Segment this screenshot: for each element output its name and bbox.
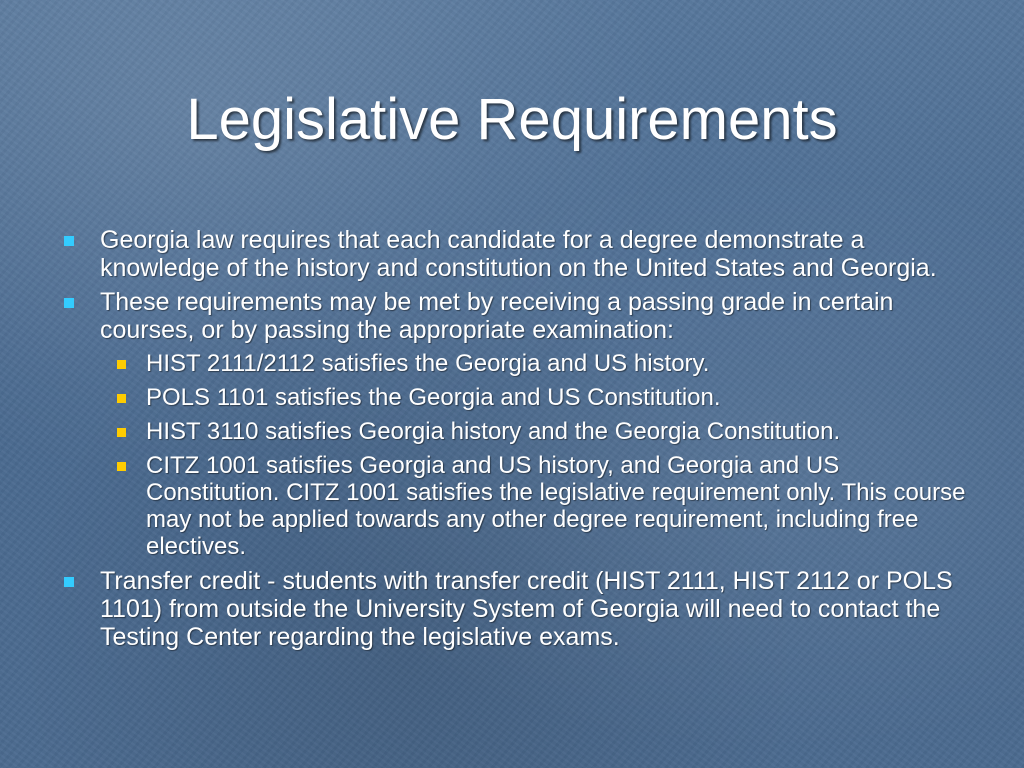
bullet-text: These requirements may be met by receiving a passing grade in certain courses, or by passing the appropriate examination: <box>100 288 894 344</box>
bullet-text: Transfer credit - students with transfer credit (HIST 2111, HIST 2112 or POLS 1101) from outside the University System of Georgia will need to contact the Testing Center regarding the legislative exams. <box>100 567 953 651</box>
bullet-item <box>60 226 970 282</box>
square-sub-bullet-icon <box>117 360 126 369</box>
bullet-text: Georgia law requires that each candidate for a degree demonstrate a knowledge of the history and constitution on the United States and Georgia. <box>100 226 937 282</box>
bullet-item <box>60 567 970 651</box>
sub-bullet-list <box>100 350 970 560</box>
square-bullet-icon <box>64 298 74 308</box>
sub-bullet-text: HIST 3110 satisfies Georgia history and the Georgia Constitution. <box>146 418 841 445</box>
sub-bullet-text: CITZ 1001 satisfies Georgia and US history, and Georgia and US Constitution. CITZ 1001 satisfies the legislative requirement only. This course may not be applied towards any other degree requirement, including free electives. <box>146 452 966 560</box>
square-bullet-icon <box>64 236 74 246</box>
sub-bullet-item <box>100 418 970 445</box>
bullet-item <box>60 288 970 560</box>
bullet-list <box>60 226 970 657</box>
square-bullet-icon <box>64 577 74 587</box>
sub-bullet-item <box>100 350 970 377</box>
square-sub-bullet-icon <box>117 428 126 437</box>
sub-bullet-text: POLS 1101 satisfies the Georgia and US Constitution. <box>146 384 721 411</box>
square-sub-bullet-icon <box>117 394 126 403</box>
slide-title: Legislative Requirements <box>186 87 838 152</box>
sub-bullet-item <box>100 452 970 560</box>
square-sub-bullet-icon <box>117 462 126 471</box>
sub-bullet-item <box>100 384 970 411</box>
sub-bullet-text: HIST 2111/2112 satisfies the Georgia and US history. <box>146 350 710 377</box>
